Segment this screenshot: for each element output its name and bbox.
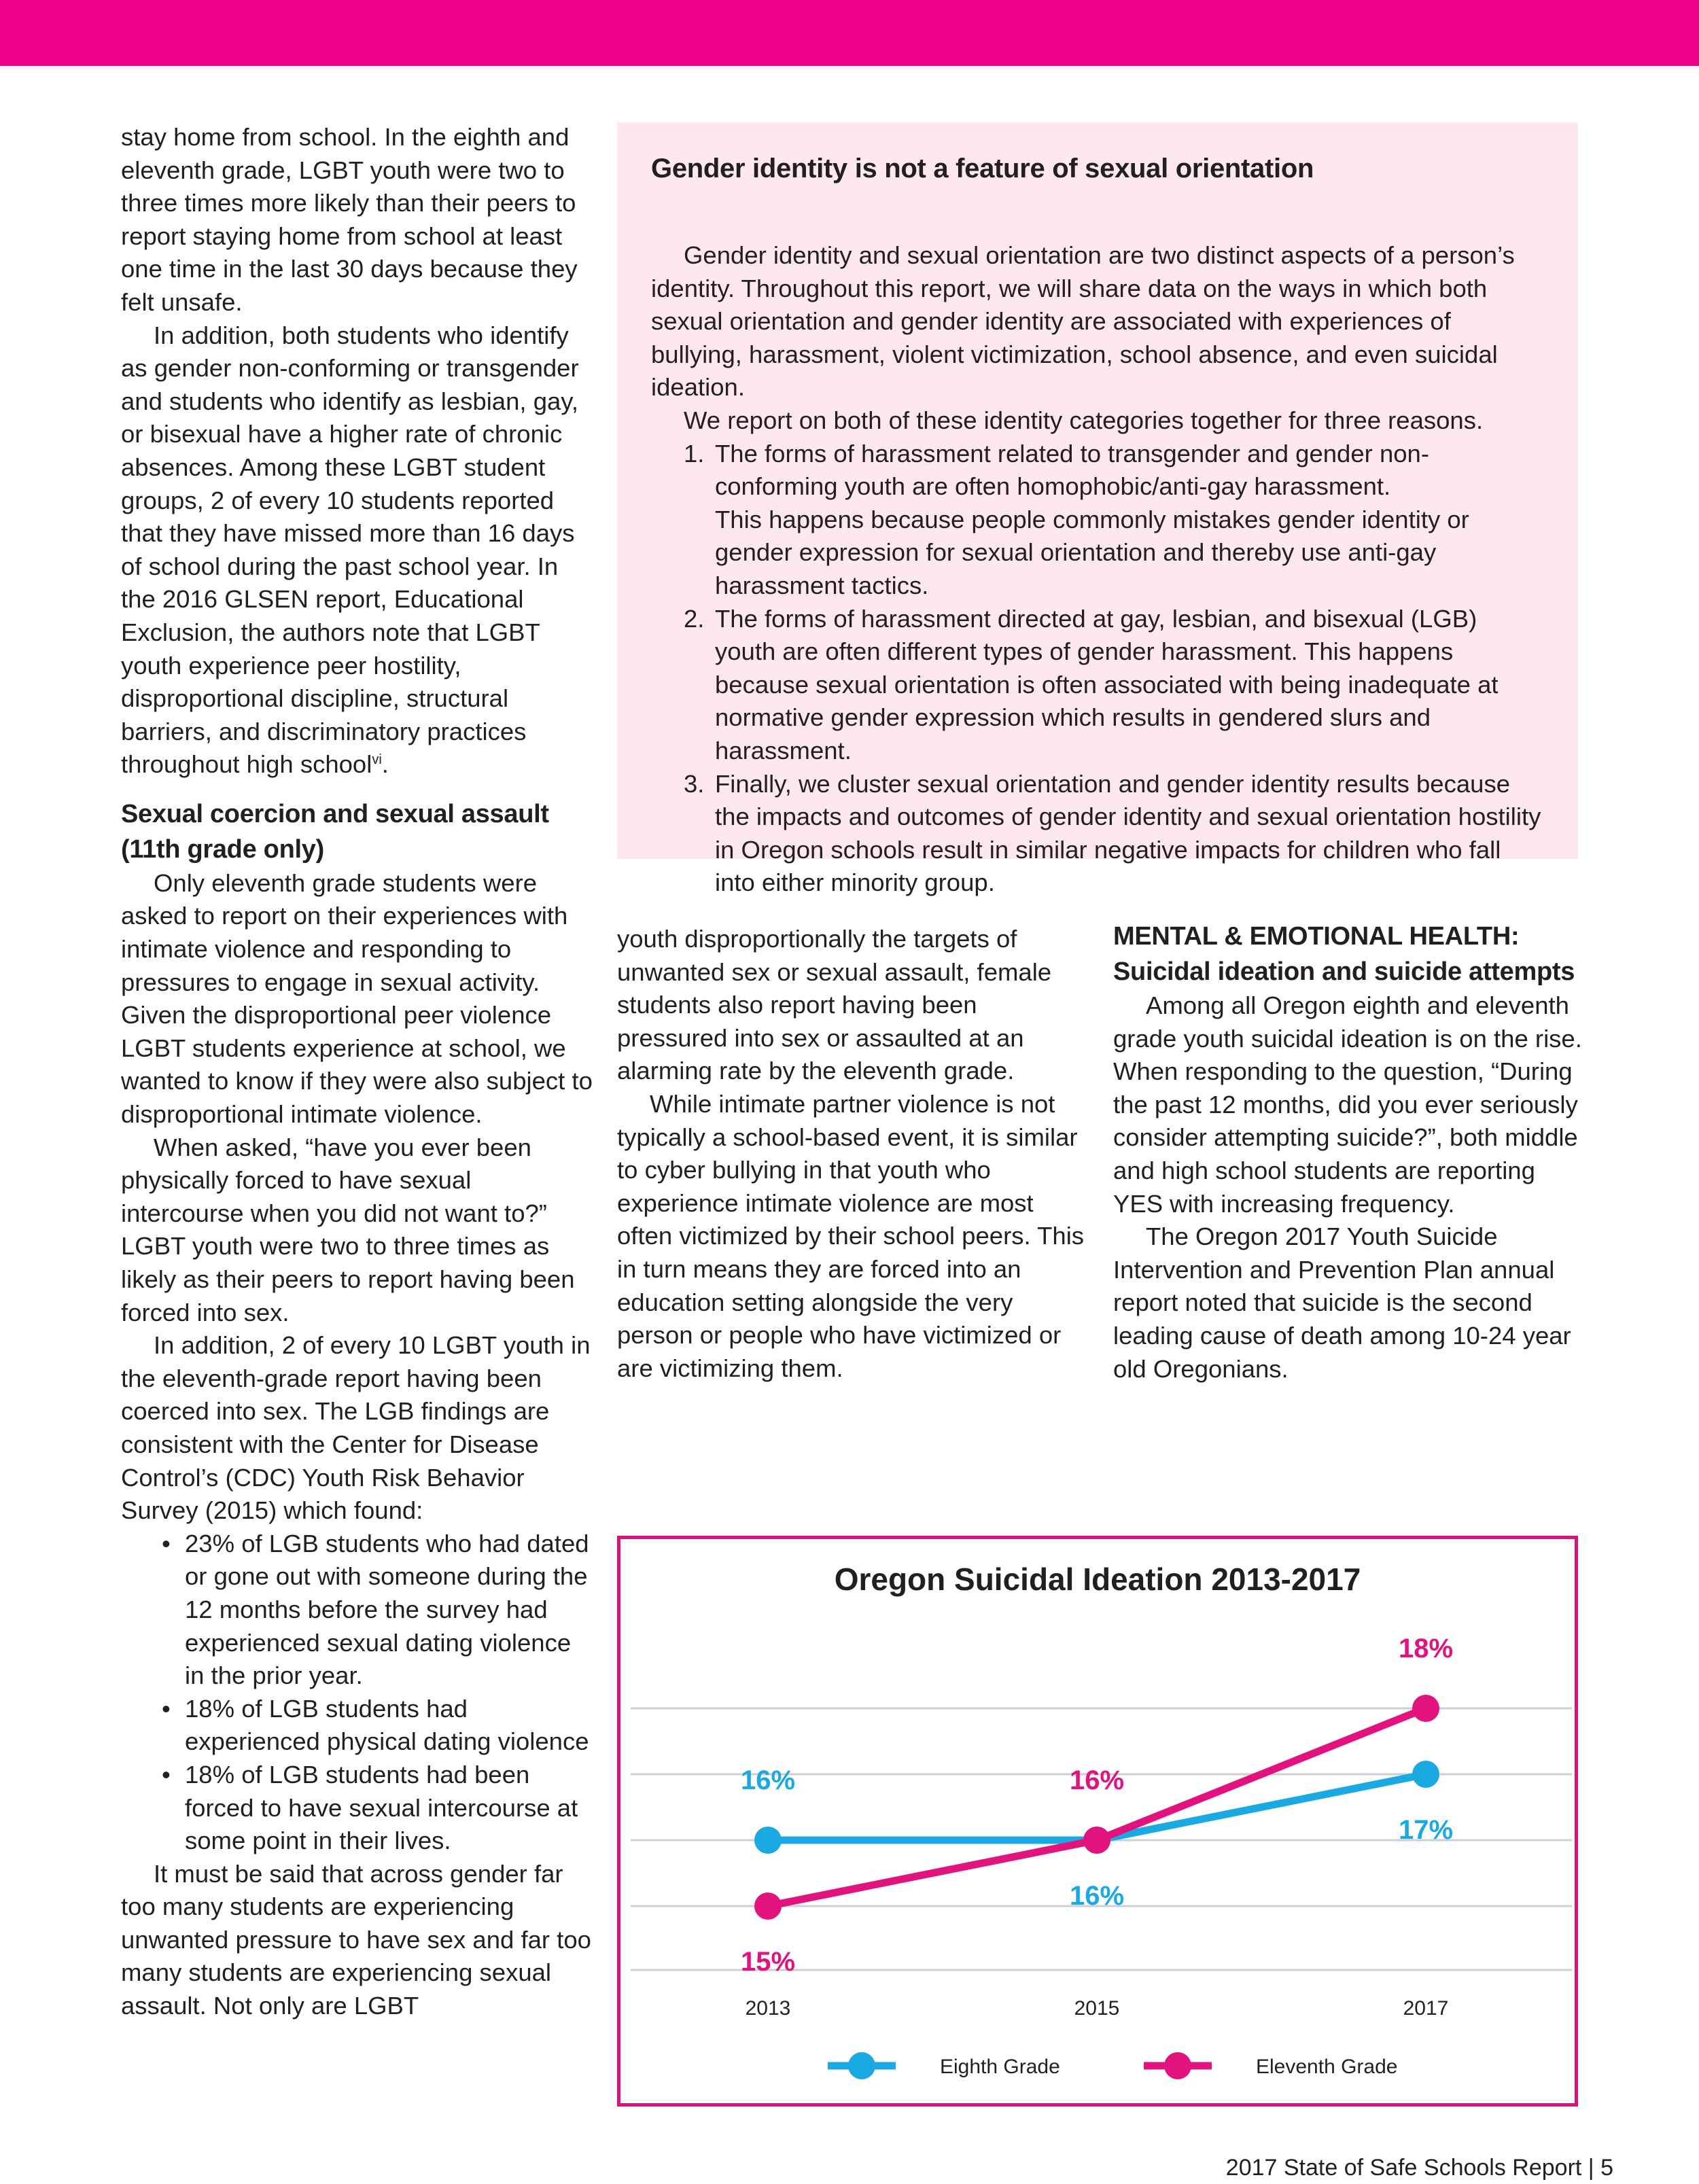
list-item: 2. The forms of harassment directed at gay, lesbian, and bisexual (LGB) youth are often different types of gender harassment. This happens because sexual orientation is often associated with being inadequate at normative gender expression which results in gendered slurs and harassment.: [715, 603, 1544, 768]
right-paragraph-1: Among all Oregon eighth and eleventh grade youth suicidal ideation is on the rise. When responding to the question, “During the past 12 months, did you ever seriously consider attempting suicide?”, both middle and high school students are reporting YES with increasing frequency.: [1113, 991, 1582, 1218]
legend-label: Eleventh Grade: [1256, 2056, 1398, 2078]
legend-swatch-marker: [848, 2052, 875, 2079]
x-tick-label: 2013: [745, 1997, 791, 2020]
data-label: 15%: [740, 1947, 796, 1977]
legend-swatch-marker: [1164, 2052, 1191, 2079]
top-color-bar: [0, 0, 1699, 66]
list-item: • 23% of LGB students who had dated or gone out with someone during the 12 months before the survey had experienced sexual dating violence in the prior year.: [185, 1528, 597, 1693]
section-heading-sexual-coercion: Sexual coercion and sexual assault (11th grade only): [121, 799, 549, 864]
x-tick-label: 2017: [1403, 1997, 1449, 2020]
list-item: 3. Finally, we cluster sexual orientation and gender identity results because the impacts and outcomes of gender identity and sexual orientation hostility in Oregon schools result in similar negative impacts for children who fall into either minority group.: [715, 768, 1544, 900]
data-point: [1412, 1761, 1439, 1788]
chart-title: Oregon Suicidal Ideation 2013-2017: [834, 1562, 1361, 1597]
sidebar-reasons-list: [651, 438, 1544, 900]
left-paragraph-2-text: In addition, both students who identify as gender non-conforming or transgender and students who identify as lesbian, gay, or bisexual have a higher rate of chronic absences. Among these LGBT student groups, 2 of every 10 students reported that they have missed more than 16 days of school during the past school year. In the 2016 GLSEN report, Educational Exclusion, the authors note that LGBT youth experience peer hostility, disproportional discipline, structural barriers, and discriminatory practices throughout high school: [121, 321, 579, 779]
list-number: 3.: [684, 769, 705, 798]
left-paragraph-6: It must be said that across gender far too many students are experiencing unwanted pressure to have sex and far too many students are experiencing sexual assault. Not only are LGBT: [121, 1859, 591, 2020]
section-heading-mental-health: MENTAL & EMOTIONAL HEALTH:: [1113, 922, 1520, 951]
right-column: [1113, 919, 1589, 1386]
list-item: • 18% of LGB students had experienced physical dating violence: [185, 1693, 597, 1759]
data-label: 17%: [1398, 1815, 1454, 1845]
list-item: • 18% of LGB students had been forced to have sexual intercourse at some point in their lives.: [185, 1759, 597, 1858]
list-item: 1. The forms of harassment related to transgender and gender non-conforming youth are often homophobic/anti-gay harassment. This happens because people commonly mistakes gender identity or gender expression for sexual orientation and thereby use anti-gay harassment tactics.: [715, 438, 1544, 603]
data-point: [1083, 1827, 1110, 1854]
left-paragraph-5: In addition, 2 of every 10 LGBT youth in the eleventh-grade report having been coerced into sex. The LGB findings are consistent with the Center for Disease Control’s (CDC) Youth Risk Behavior Survey (2015) which found:: [121, 1331, 591, 1525]
sidebar-title: Gender identity is not a feature of sexual orientation: [651, 154, 1314, 183]
data-point: [754, 1892, 782, 1920]
left-paragraph-4: When asked, “have you ever been physically forced to have sexual intercourse when you did not want to?” LGBT youth were two to three times as likely as their peers to report having been forced into sex.: [121, 1133, 575, 1326]
sidebar-paragraph-2: We report on both of these identity categories together for three reasons.: [684, 406, 1484, 434]
x-tick-label: 2015: [1074, 1997, 1120, 2020]
data-label: 16%: [740, 1765, 796, 1795]
right-paragraph-2: The Oregon 2017 Youth Suicide Intervention and Prevention Plan annual report noted that suicide is the second leading cause of death among 10-24 year old Oregonians.: [1113, 1222, 1571, 1383]
list-number: 1.: [684, 439, 705, 468]
data-label: 16%: [1069, 1765, 1125, 1795]
middle-column: [617, 923, 1086, 1385]
series-line-eleventh-grade: [768, 1708, 1426, 1906]
left-paragraph-2: [121, 319, 597, 781]
data-point: [1412, 1695, 1439, 1722]
middle-paragraph-1: youth disproportionally the targets of unwanted sex or sexual assault, female students also report having been pressured into sex or assaulted at an alarming rate by the eleventh grade.: [617, 925, 1052, 1085]
page-footer: 2017 State of Safe Schools Report | 5: [1225, 2155, 1613, 2181]
section-subheading-suicidal-ideation: Suicidal ideation and suicide attempts: [1113, 957, 1575, 986]
suicidal-ideation-chart: [617, 1536, 1578, 2107]
gender-identity-sidebar: [617, 122, 1578, 897]
list-number: 2.: [684, 604, 705, 633]
data-label: 18%: [1398, 1634, 1454, 1663]
cdc-findings-list: [121, 1528, 597, 1858]
sidebar-paragraph-1: Gender identity and sexual orientation are two distinct aspects of a person’s identity. Throughout this report, we will share data on the ways in which both sexual orientation and gender identity are associated with experiences of bullying, harassment, violent victimization, school absence, and even suicidal ideation.: [651, 241, 1515, 402]
left-paragraph-2-end: .: [381, 750, 389, 779]
left-paragraph-1: stay home from school. In the eighth and eleventh grade, LGBT youth were two to three times more likely than their peers to report staying home from school at least one time in the last 30 days because they felt unsafe.: [121, 123, 578, 316]
left-column: [121, 121, 597, 2023]
footnote-ref: vi: [372, 752, 382, 768]
legend-label: Eighth Grade: [940, 2056, 1060, 2078]
data-point: [754, 1827, 782, 1854]
left-paragraph-3: Only eleventh grade students were asked to report on their experiences with intimate violence and responding to pressures to engage in sexual activity. Given the disproportional peer violence LGBT students experience at school, we wanted to know if they were also subject to disproportional intimate violence.: [121, 868, 593, 1129]
middle-paragraph-2: While intimate partner violence is not typically a school-based event, it is similar to cyber bullying in that youth who experience intimate violence are most often victimized by their school peers. This in turn means they are forced into an education setting alongside the very person or people who have victimized or are victimizing them.: [617, 1089, 1085, 1382]
data-label: 16%: [1069, 1881, 1125, 1911]
chart-canvas: [620, 1539, 1575, 2103]
